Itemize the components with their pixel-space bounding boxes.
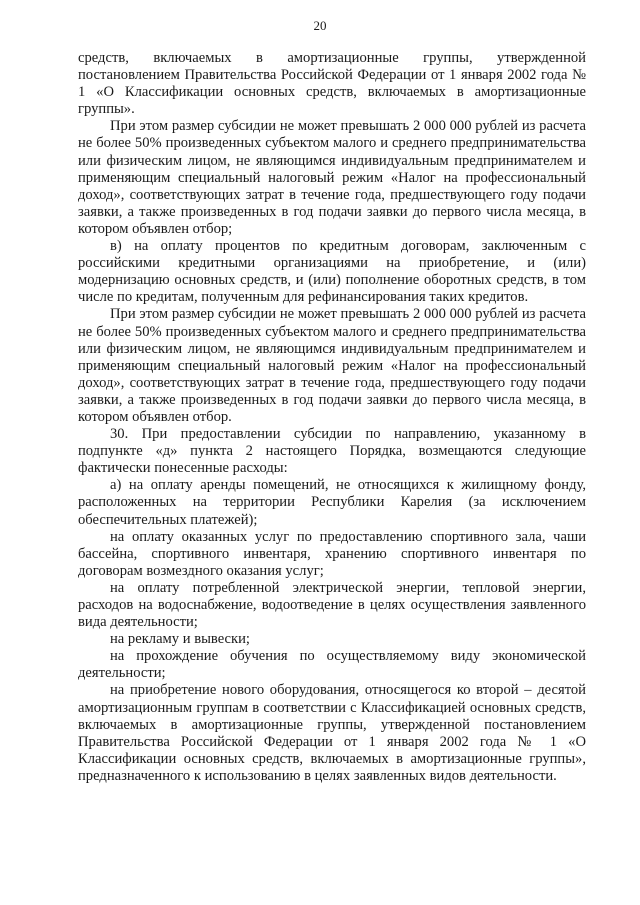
- document-body: [78, 50, 586, 785]
- paragraph: При этом размер субсидии не может превышать 2 000 000 рублей из расчета не более 50% произведенных субъектом малого и среднего предпринимательства или физическим лицом, не являющимся индивидуальным предпринимателем и применяющим специальный налоговый режим «Налог на профессиональный доход», соответствующих затрат в течение года, предшествующего году подачи заявки, а также произведенных в год подачи заявки до первого числа месяца, в котором объявлен отбор;: [78, 118, 586, 237]
- paragraph: средств, включаемых в амортизационные группы, утвержденной постановлением Правительства Российской Федерации от 1 января 2002 года № 1 «О Классификации основных средств, включаемых в амортизационные группы».: [78, 50, 586, 118]
- paragraph: 30. При предоставлении субсидии по направлению, указанному в подпункте «д» пункта 2 настоящего Порядка, возмещаются следующие фактически понесенные расходы:: [78, 426, 586, 477]
- paragraph: на рекламу и вывески;: [110, 631, 250, 648]
- paragraph: на оплату оказанных услуг по предоставлению спортивного зала, чаши бассейна, спортивного инвентаря, хранению спортивного инвентаря по договорам возмездного оказания услуг;: [78, 528, 586, 579]
- paragraph: а) на оплату аренды помещений, не относящихся к жилищному фонду, расположенных на территории Республики Карелия (за исключением обеспечительных платежей);: [78, 477, 586, 528]
- page-number: 20: [313, 18, 327, 33]
- paragraph: на приобретение нового оборудования, относящегося ко второй – десятой амортизационным группам в соответствии с Классификацией основных средств, включаемых в амортизационные группы, утвержденной постановлением Правительства Российской Федерации от 1 января 2002 года № 1 «О Классификации основных средств, включаемых в амортизационные группы», предназначенного к использованию в целях заявленных видов деятельности.: [78, 682, 586, 784]
- paragraph: в) на оплату процентов по кредитным договорам, заключенным с российскими кредитными организациями на приобретение, и (или) модернизацию основных средств, и (или) пополнение оборотных средств, в том числе по кредитам, полученным для рефинансирования таких кредитов.: [78, 238, 586, 306]
- paragraph: При этом размер субсидии не может превышать 2 000 000 рублей из расчета не более 50% произведенных субъектом малого и среднего предпринимательства или физическим лицом, не являющимся индивидуальным предпринимателем и применяющим специальный налоговый режим «Налог на профессиональный доход», соответствующих затрат в течение года, предшествующего году подачи заявки, а также произведенных в год подачи заявки до первого числа месяца, в котором объявлен отбор.: [78, 306, 586, 425]
- paragraph: на оплату потребленной электрической энергии, тепловой энергии, расходов на водоснабжение, водоотведение в целях осуществления заявленного вида деятельности;: [78, 579, 586, 631]
- paragraph: на прохождение обучения по осуществляемому виду экономической деятельности;: [78, 648, 586, 682]
